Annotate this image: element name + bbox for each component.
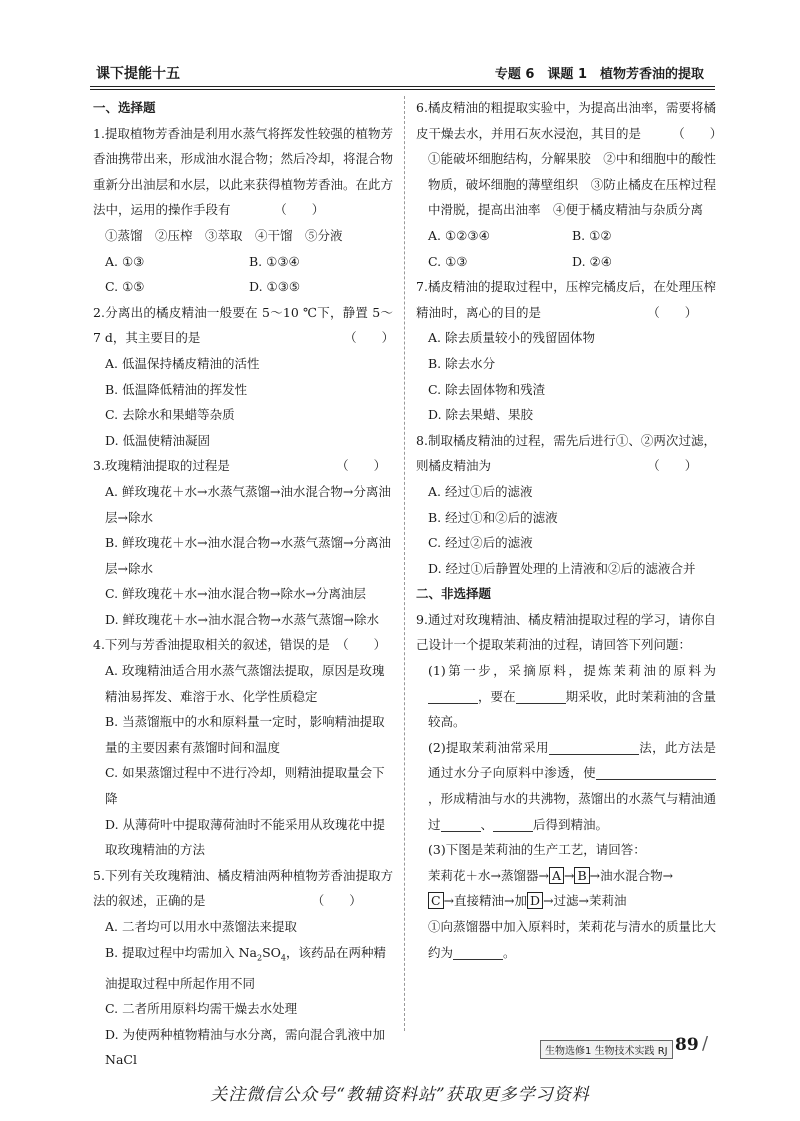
column-divider xyxy=(404,96,405,1031)
question-9-part1 xyxy=(416,658,716,735)
option-b-post: ，该药品在两种精油提取过程中所起作用不同 xyxy=(105,944,387,991)
flow-box-a: A xyxy=(549,867,564,884)
sub1-end: 。 xyxy=(503,944,516,960)
option-d: D. 除去果蜡、果胶 xyxy=(428,407,534,423)
flow-text-1: 茉莉花＋水→蒸馏器→ xyxy=(428,867,549,883)
part1-text-a: (1)第一步，采摘原料，提炼茉莉油的原料为 xyxy=(428,663,716,679)
question-9-stem: 9.通过对玫瑰精油、橘皮精油提取过程的学习，请你自己设计一个提取茉莉油的过程，请回答下列问题： xyxy=(416,611,716,653)
option-c: C. ①⑤ xyxy=(105,279,145,295)
option-b: B. 当蒸馏瓶中的水和原料量一定时，影响精油提取量的主要因素有蒸馏时间和温度 xyxy=(105,714,385,755)
process-flow-line2 xyxy=(416,888,716,914)
part2-text-a: (2)提取茉莉油常采用 xyxy=(428,739,549,755)
option-d: D. 鲜玫瑰花＋水→油水混合物→水蒸气蒸馏→除水 xyxy=(105,611,379,627)
part2-text-b: 法，此方法是通过水分子向原料中渗透，使 xyxy=(428,739,716,781)
option-b: B. 低温降低精油的挥发性 xyxy=(105,381,248,397)
header-rule-thin xyxy=(90,89,715,90)
option-c: C. ①③ xyxy=(428,253,468,269)
part1-text-c: 期采收，此时茉莉油的含量较高。 xyxy=(428,688,716,730)
option-b: B. ①② xyxy=(572,227,612,243)
page-number: 89 xyxy=(675,1035,699,1055)
question-9-sub1 xyxy=(416,914,716,965)
option-d: D. 从薄荷叶中提取薄荷油时不能采用从玫瑰花中提取玫瑰精油的方法 xyxy=(105,816,386,858)
question-6 xyxy=(416,95,723,274)
option-b xyxy=(93,940,393,997)
page-slash-decoration: / xyxy=(702,1033,709,1054)
subscript-4: 4 xyxy=(280,953,286,963)
answer-blank[interactable] xyxy=(596,765,716,780)
flow-text-4: →过滤→茉莉油 xyxy=(543,893,627,909)
option-b-pre: B. 提取过程中均需加入 Na xyxy=(105,944,257,960)
question-1 xyxy=(93,121,393,300)
question-1-list: ①蒸馏 ②压榨 ③萃取 ④干馏 ⑤分液 xyxy=(105,227,343,243)
process-flow-line1 xyxy=(416,863,716,889)
flow-box-c: C xyxy=(428,892,444,909)
option-b: B. 除去水分 xyxy=(428,355,496,371)
question-5-stem: 5.下列有关玫瑰精油、橘皮精油两种植物芳香油提取方法的叙述，正确的是 （ ） xyxy=(93,867,393,909)
flow-box-d: D xyxy=(527,892,543,909)
option-a: A. 经过①后的滤液 xyxy=(428,483,533,499)
book-tag: 生物选修1 生物技术实践 RJ xyxy=(540,1040,673,1059)
option-a: A. ①③ xyxy=(105,253,145,269)
header-topic: 专题 6 课题 1 植物芳香油的提取 xyxy=(494,67,704,82)
answer-blank[interactable] xyxy=(453,945,503,960)
option-c: C. 去除水和果蜡等杂质 xyxy=(105,407,235,423)
question-6-stem: 6.橘皮精油的粗提取实验中，为提高出油率，需要将橘皮干燥去水，并用石灰水浸泡，其目的是 （ ） xyxy=(416,100,723,141)
question-1-stem: 1.提取植物芳香油是利用水蒸气将挥发性较强的植物芳香油携带出来，形成油水混合物；然后冷却，将混合物重新分出油层和水层，以此来获得植物芳香油。在此方法中，运用的操作手段有 （ ） xyxy=(93,125,394,218)
option-a: A. 鲜玫瑰花＋水→水蒸气蒸馏→油水混合物→分离油层→除水 xyxy=(105,483,391,525)
question-6-options-row1 xyxy=(416,223,716,249)
question-3-stem: 3.玫瑰精油提取的过程是 （ ） xyxy=(93,458,387,474)
option-d: D. 低温使精油凝固 xyxy=(105,432,211,448)
option-c: C. 鲜玫瑰花＋水→油水混合物→除水→分离油层 xyxy=(105,586,366,602)
question-6-body: ①能破坏细胞结构，分解果胶 ②中和细胞中的酸性物质，破坏细胞的薄壁组织 ③防止橘皮在压榨过程中滑脱，提高出油率 ④便于橘皮精油与杂质分离 xyxy=(428,151,716,218)
question-7-stem: 7.橘皮精油的提取过程中，压榨完橘皮后，在处理压榨精油时，离心的目的是 （ ） xyxy=(416,279,716,320)
sub1-text: ①向蒸馏器中加入原料时，茉莉花与清水的质量比大约为 xyxy=(428,919,716,960)
flow-text-3: →直接精油→加 xyxy=(443,893,528,909)
part1-text-b: ，要在 xyxy=(478,688,516,704)
question-1-options-row2 xyxy=(93,274,393,300)
part2-text-c: ，形成精油与水的共沸物，蒸馏出的水蒸气与精油通过 xyxy=(428,791,716,832)
question-2 xyxy=(93,300,393,454)
question-4 xyxy=(93,632,393,862)
option-c: C. 二者所用原料均需干燥去水处理 xyxy=(105,1001,298,1017)
part2-text-e: 后得到精油。 xyxy=(533,816,609,832)
header-rule xyxy=(90,86,715,87)
flow-text-2: →油水混合物→ xyxy=(589,867,674,883)
question-4-stem: 4.下列与芳香油提取相关的叙述，错误的是 （ ） xyxy=(93,637,387,653)
answer-blank[interactable] xyxy=(428,689,478,704)
option-c: C. 除去固体物和残渣 xyxy=(428,381,546,397)
question-9-part3: (3)下图是茉莉油的生产工艺，请回答： xyxy=(428,842,646,858)
option-a: A. 玫瑰精油适合用水蒸气蒸馏法提取，原因是玫瑰精油易挥发、难溶于水、化学性质稳定 xyxy=(105,663,385,704)
option-a: A. 二者均可以用水中蒸馏法来提取 xyxy=(105,919,297,934)
question-5 xyxy=(93,863,393,1073)
option-d: D. ②④ xyxy=(572,253,612,269)
option-d: D. ①③⑤ xyxy=(249,279,301,295)
flow-box-b: B xyxy=(574,867,589,884)
option-b: B. ①③④ xyxy=(249,253,300,269)
option-c: C. 如果蒸馏过程中不进行冷却，则精油提取量会下降 xyxy=(105,765,385,807)
question-2-stem: 2.分离出的橘皮精油一般要在 5～10 ℃下，静置 5～7 d，其主要目的是 （ ） xyxy=(93,304,395,346)
header-title: 课下提能十五 xyxy=(96,66,180,82)
question-6-options-row2 xyxy=(416,249,716,275)
answer-blank[interactable] xyxy=(441,817,481,832)
answer-blank[interactable] xyxy=(516,689,566,704)
promo-note: 关注微信公众号“教辅资料站”获取更多学习资料 xyxy=(210,1085,590,1105)
question-8-stem: 8.制取橘皮精油的过程，需先后进行①、②两次过滤，则橘皮精油为 （ ） xyxy=(416,432,716,474)
subscript-2: 2 xyxy=(257,953,263,963)
option-b: B. 鲜玫瑰花＋水→油水混合物→水蒸气蒸馏→分离油层→除水 xyxy=(105,535,392,576)
answer-blank[interactable] xyxy=(493,817,533,832)
question-8 xyxy=(416,428,716,582)
right-column xyxy=(416,95,723,965)
option-d: D. 经过①后静置处理的上清液和②后的滤液合并 xyxy=(428,560,696,576)
part2-text-d: 、 xyxy=(480,816,494,832)
option-a: A. 除去质量较小的残留固体物 xyxy=(428,330,595,346)
question-7 xyxy=(416,274,716,428)
option-c: C. 经过②后的滤液 xyxy=(428,535,533,551)
option-a: A. 低温保持橘皮精油的活性 xyxy=(105,355,260,371)
option-b-mid: SO xyxy=(262,944,281,960)
question-9-part2 xyxy=(416,735,716,837)
question-9 xyxy=(416,607,716,965)
section-heading-choice: 一、选择题 xyxy=(93,100,156,115)
option-d: D. 为使两种植物精油与水分离，需向混合乳液中加 NaCl xyxy=(105,1026,386,1068)
question-1-options-row1 xyxy=(93,249,393,275)
left-column xyxy=(93,95,393,1073)
option-a: A. ①②③④ xyxy=(428,227,490,243)
answer-blank[interactable] xyxy=(549,740,639,755)
flow-arrow: → xyxy=(563,867,575,883)
section-heading-open: 二、非选择题 xyxy=(416,586,492,602)
question-3 xyxy=(93,453,393,632)
option-b: B. 经过①和②后的滤液 xyxy=(428,509,558,525)
